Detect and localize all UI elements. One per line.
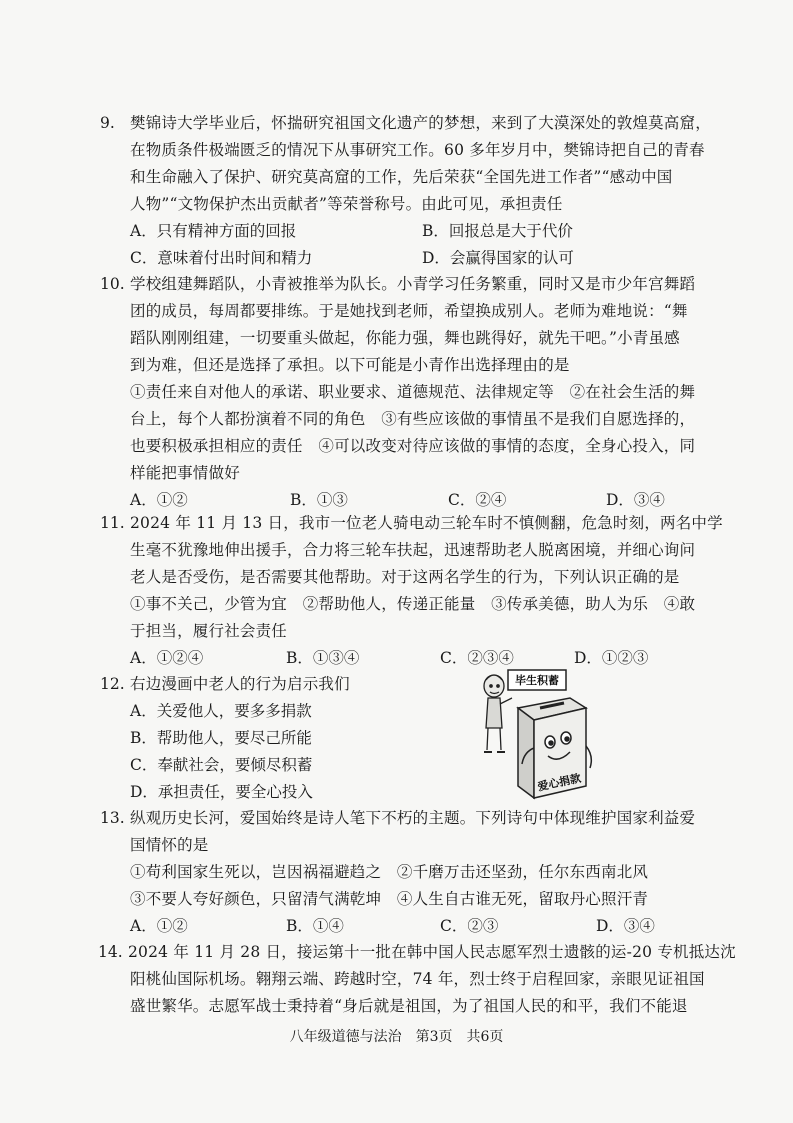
statement-line: ①事不关己，少管为宜 ②帮助他人，传递正能量 ③传承美德，助人为乐 ④敢: [130, 595, 696, 613]
option-c[interactable]: C．②③: [440, 917, 499, 935]
question-text-line: 生毫不犹豫地伸出援手，合力将三轮车扶起，迅速帮助老人脱离困境，并细心询问: [130, 541, 696, 559]
question-text-line: 国情怀的是: [130, 836, 209, 854]
question-number: 11.: [100, 514, 125, 532]
question-text-line: 2024 年 11 月 13 日，我市一位老人骑电动三轮车时不慎侧翻，危急时刻，两名中学: [130, 514, 723, 532]
option-d[interactable]: D．③④: [606, 491, 665, 509]
statement-line: 台上，每个人都扮演着不同的角色 ③有些应该做的事情虽不是我们自愿选择的，: [130, 410, 696, 428]
option-d[interactable]: D．③④: [596, 917, 655, 935]
question-text-line: 樊锦诗大学毕业后，怀揣研究祖国文化遗产的梦想，来到了大漠深处的敦煌莫高窟，: [130, 114, 711, 132]
option-c[interactable]: C．②④: [448, 491, 507, 509]
option-a[interactable]: A．①②④: [130, 649, 204, 667]
option-d[interactable]: D．①②③: [574, 649, 649, 667]
question-text-line: 阳桃仙国际机场。翱翔云端、跨越时空，74 年，烈士终于启程回家，亲眼见证祖国: [130, 970, 705, 988]
option-d[interactable]: D．承担责任，要全心投入: [130, 783, 313, 801]
option-c[interactable]: C．奉献社会，要倾尽积蓄: [130, 756, 313, 774]
question-number: 13.: [100, 809, 125, 827]
statement-line: ③不要人夸好颜色，只留清气满乾坤 ④人生自古谁无死，留取丹心照汗青: [130, 890, 649, 908]
statement-line: 于担当，履行社会责任: [130, 622, 288, 640]
option-a[interactable]: A．只有精神方面的回报: [130, 222, 297, 240]
question-text-line: 纵观历史长河，爱国始终是诗人笔下不朽的主题。下列诗句中体现维护国家利益爱: [130, 809, 696, 827]
question-number: 10.: [100, 275, 125, 293]
statement-line: 也要积极承担相应的责任 ④可以改变对待应该做的事情的态度，全身心投入，同: [130, 437, 696, 455]
question-number: 12.: [100, 675, 125, 693]
question-text-line: 团的成员，每周都要排练。于是她找到老师，希望换成别人。老师为难地说：“舞: [130, 302, 688, 320]
option-c[interactable]: C．②③④: [440, 649, 514, 667]
question-text-line: 到为难，但还是选择了承担。以下可能是小青作出选择理由的是: [130, 356, 570, 374]
sign-board: [508, 670, 566, 690]
statement-line: ①苟利国家生死以，岂因祸福避趋之 ②千磨万击还坚劲，任尔东西南北风: [130, 863, 649, 881]
question-number: 14.: [98, 943, 123, 961]
option-b[interactable]: B．①③: [290, 491, 348, 509]
question-number: 9.: [100, 114, 115, 132]
statement-line: 样能把事情做好: [130, 464, 240, 482]
option-c[interactable]: C．意味着付出时间和精力: [130, 249, 313, 267]
box-label-text: 爱心捐款: [536, 771, 583, 794]
question-text-line: 在物质条件极端匮乏的情况下从事研究工作。60 多年岁月中，樊锦诗把自己的青春: [130, 141, 705, 159]
option-a[interactable]: A．①②: [130, 917, 188, 935]
question-text-line: 老人是否受伤，是否需要其他帮助。对于这两名学生的行为，下列认识正确的是: [130, 568, 680, 586]
question-text-line: 和生命融入了保护、研究莫高窟的工作，先后荣获“全国先进工作者”“感动中国: [130, 168, 673, 186]
option-b[interactable]: B．回报总是大于代价: [422, 222, 573, 240]
option-a[interactable]: A．关爱他人，要多多捐款: [130, 702, 312, 720]
question-text-line: 盛世繁华。志愿军战士秉持着“身后就是祖国，为了祖国人民的和平，我们不能退: [130, 997, 688, 1015]
question-text-line: 2024 年 11 月 28 日，接运第十一批在韩中国人民志愿军烈士遗骸的运-20 专机抵达沈: [128, 943, 736, 961]
option-a[interactable]: A．①②: [130, 491, 188, 509]
statement-line: ①责任来自对他人的承诺、职业要求、道德规范、法律规定等 ②在社会生活的舞: [130, 383, 696, 401]
question-text-line: 右边漫画中老人的行为启示我们: [130, 675, 350, 693]
question-text-line: 学校组建舞蹈队，小青被推举为队长。小青学习任务繁重，同时又是市少年宫舞蹈: [130, 275, 696, 293]
option-b[interactable]: B．①③④: [286, 649, 360, 667]
sign-text: 毕生积蓄: [515, 674, 559, 687]
option-b[interactable]: B．①④: [286, 917, 344, 935]
page-footer: 八年级道德与法治 第3页 共6页: [289, 1029, 504, 1045]
question-text-line: 人物”“文物保护杰出贡献者”等荣誉称号。由此可见，承担责任: [130, 195, 563, 213]
option-d[interactable]: D．会赢得国家的认可: [422, 249, 574, 267]
option-b[interactable]: B．帮助他人，要尽己所能: [130, 729, 312, 747]
question-text-line: 蹈队刚刚组建，一切要重头做起，你能力强，舞也跳得好，就先干吧。”小青虽感: [130, 329, 680, 347]
cartoon-illustration: [478, 668, 598, 806]
